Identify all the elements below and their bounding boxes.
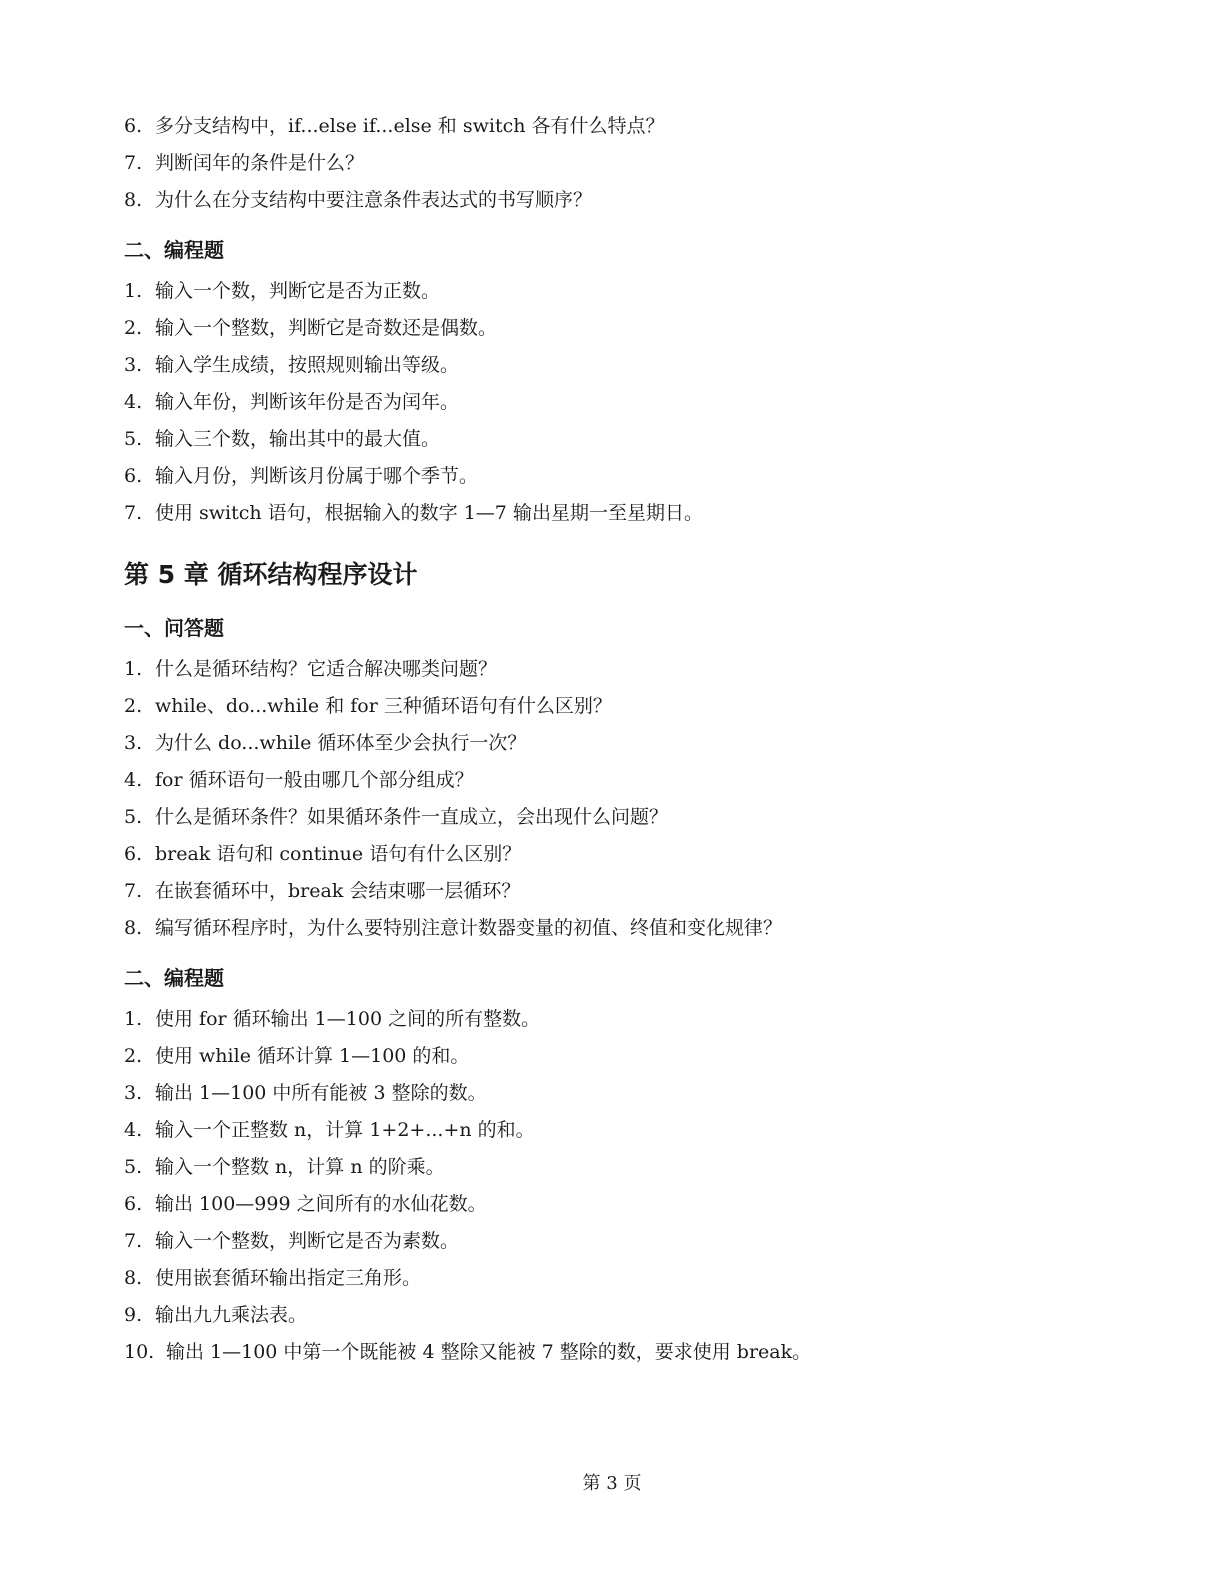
item-number: 1.	[124, 658, 143, 680]
item-number: 3.	[124, 732, 143, 754]
list-item	[124, 1297, 1104, 1334]
section-heading-qa: 一、问答题	[124, 616, 224, 640]
list-item	[124, 273, 1104, 310]
section-heading-programming: 二、编程题	[124, 238, 224, 262]
item-number: 5.	[124, 806, 143, 828]
item-number: 4.	[124, 391, 143, 413]
document-page	[124, 108, 1104, 1371]
item-number: 7.	[124, 880, 143, 902]
item-number: 7.	[124, 502, 143, 524]
item-text: 输入一个整数，判断它是否为素数。	[155, 1230, 460, 1252]
item-text: 在嵌套循环中，break 会结束哪一层循环？	[155, 880, 521, 902]
item-text: 输入一个整数 n，计算 n 的阶乘。	[155, 1156, 445, 1178]
item-text: 输入月份，判断该月份属于哪个季节。	[155, 465, 479, 487]
item-text: break 语句和 continue 语句有什么区别？	[155, 843, 522, 865]
list-item	[124, 182, 1104, 219]
item-text: 输出 100—999 之间所有的水仙花数。	[155, 1193, 487, 1215]
item-number: 2.	[124, 695, 143, 717]
list-item	[124, 1260, 1104, 1297]
item-number: 5.	[124, 1156, 143, 1178]
item-number: 2.	[124, 1045, 143, 1067]
item-text: 多分支结构中，if...else if...else 和 switch 各有什么特点？	[155, 115, 665, 137]
item-number: 4.	[124, 1119, 143, 1141]
item-text: 输入一个数，判断它是否为正数。	[155, 280, 441, 302]
item-text: 输入学生成绩，按照规则输出等级。	[155, 354, 460, 376]
item-number: 6.	[124, 843, 143, 865]
list-item	[124, 1075, 1104, 1112]
page-number: 第 3 页	[582, 1473, 642, 1494]
section-heading-programming: 二、编程题	[124, 966, 224, 990]
question-list-ch4-qa-continued	[124, 108, 1104, 219]
item-text: 输出九九乘法表。	[155, 1304, 308, 1326]
list-item	[124, 1149, 1104, 1186]
list-item	[124, 1186, 1104, 1223]
item-number: 3.	[124, 1082, 143, 1104]
item-text: 为什么 do...while 循环体至少会执行一次？	[155, 732, 527, 754]
item-number: 7.	[124, 152, 143, 174]
item-text: 输入一个整数，判断它是奇数还是偶数。	[155, 317, 498, 339]
list-item	[124, 384, 1104, 421]
item-number: 8.	[124, 189, 143, 211]
item-text: 使用 for 循环输出 1—100 之间的所有整数。	[155, 1008, 541, 1030]
list-item	[124, 458, 1104, 495]
programming-list-ch5	[124, 1001, 1104, 1371]
item-text: 输入年份，判断该年份是否为闰年。	[155, 391, 460, 413]
item-number: 10.	[124, 1341, 155, 1363]
item-text: 输入一个正整数 n，计算 1+2+...+n 的和。	[155, 1119, 535, 1141]
list-item	[124, 1112, 1104, 1149]
question-list-ch5	[124, 651, 1104, 947]
item-text: 什么是循环结构？它适合解决哪类问题？	[155, 658, 498, 680]
item-number: 7.	[124, 1230, 143, 1252]
item-text: 使用 switch 语句，根据输入的数字 1—7 输出星期一至星期日。	[155, 502, 703, 524]
item-number: 1.	[124, 280, 143, 302]
list-item	[124, 1223, 1104, 1260]
list-item	[124, 145, 1104, 182]
item-number: 8.	[124, 917, 143, 939]
item-text: 为什么在分支结构中要注意条件表达式的书写顺序？	[155, 189, 593, 211]
item-text: for 循环语句一般由哪几个部分组成？	[155, 769, 474, 791]
list-item	[124, 873, 1104, 910]
programming-list-ch4	[124, 273, 1104, 532]
list-item	[124, 910, 1104, 947]
item-number: 4.	[124, 769, 143, 791]
item-text: 输入三个数，输出其中的最大值。	[155, 428, 441, 450]
list-item	[124, 1334, 1104, 1371]
item-text: 输出 1—100 中第一个既能被 4 整除又能被 7 整除的数，要求使用 break。	[166, 1341, 812, 1363]
item-text: 编写循环程序时，为什么要特别注意计数器变量的初值、终值和变化规律？	[155, 917, 783, 939]
list-item	[124, 421, 1104, 458]
list-item	[124, 651, 1104, 688]
item-number: 6.	[124, 1193, 143, 1215]
list-item	[124, 108, 1104, 145]
item-text: while、do...while 和 for 三种循环语句有什么区别？	[155, 695, 612, 717]
item-number: 8.	[124, 1267, 143, 1289]
list-item	[124, 1038, 1104, 1075]
item-number: 9.	[124, 1304, 143, 1326]
list-item	[124, 688, 1104, 725]
item-number: 3.	[124, 354, 143, 376]
item-text: 什么是循环条件？如果循环条件一直成立，会出现什么问题？	[155, 806, 669, 828]
item-number: 6.	[124, 465, 143, 487]
item-text: 使用 while 循环计算 1—100 的和。	[155, 1045, 470, 1067]
chapter-title: 第 5 章 循环结构程序设计	[124, 560, 418, 589]
list-item	[124, 799, 1104, 836]
list-item	[124, 762, 1104, 799]
list-item	[124, 836, 1104, 873]
item-number: 2.	[124, 317, 143, 339]
item-text: 使用嵌套循环输出指定三角形。	[155, 1267, 422, 1289]
item-number: 6.	[124, 115, 143, 137]
list-item	[124, 310, 1104, 347]
list-item	[124, 1001, 1104, 1038]
item-text: 判断闰年的条件是什么？	[155, 152, 365, 174]
item-text: 输出 1—100 中所有能被 3 整除的数。	[155, 1082, 487, 1104]
item-number: 5.	[124, 428, 143, 450]
list-item	[124, 725, 1104, 762]
list-item	[124, 495, 1104, 532]
list-item	[124, 347, 1104, 384]
item-number: 1.	[124, 1008, 143, 1030]
